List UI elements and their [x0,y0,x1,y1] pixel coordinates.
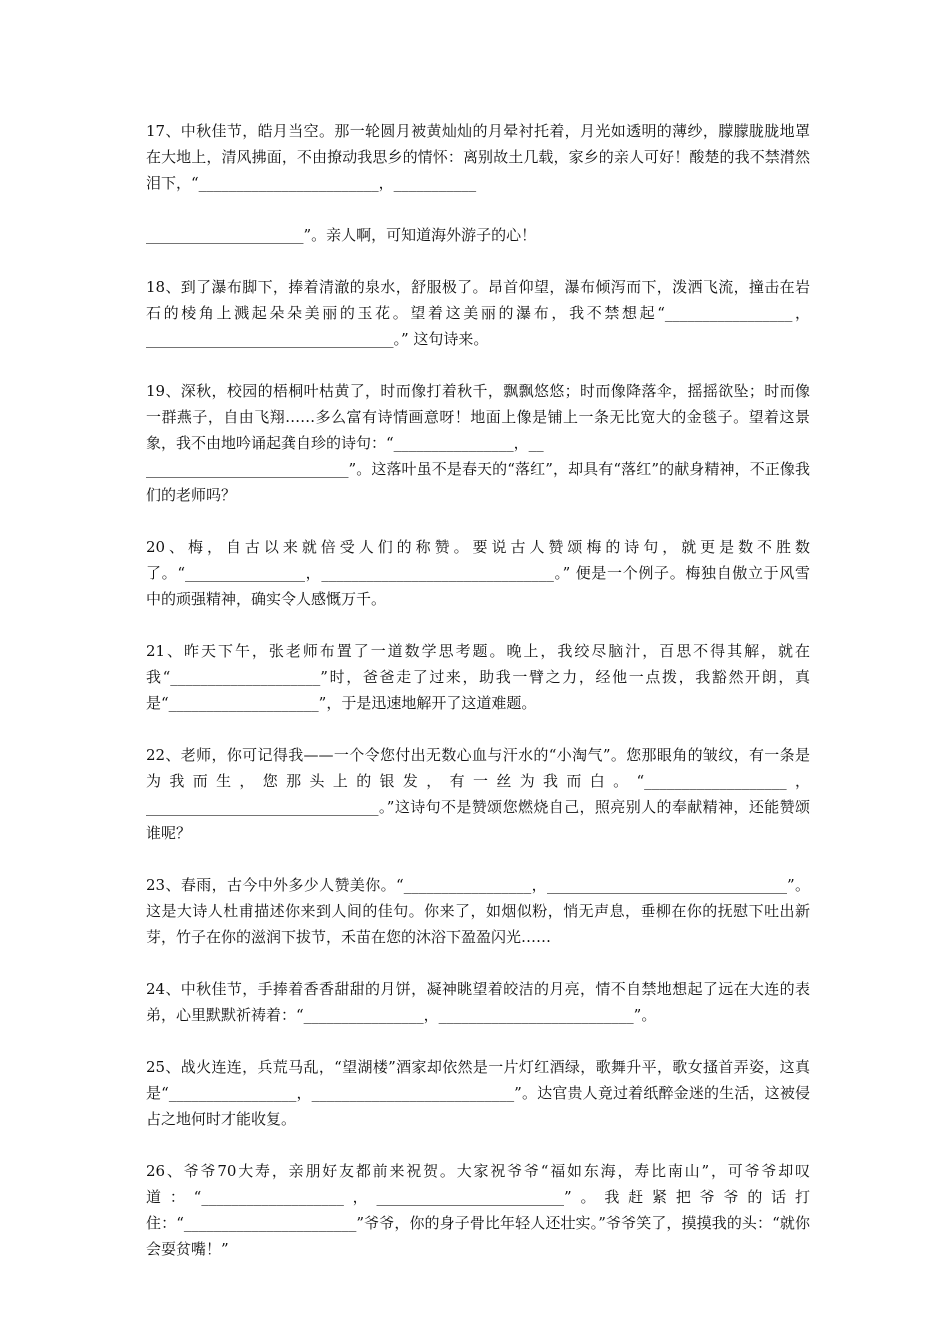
question-23 [146,872,810,950]
worksheet-page [146,118,810,1288]
question-22-text: 22、老师，你可记得我——一个令您付出无数心血与汗水的“小淘气”。您那眼角的皱纹，有一条是为我而生，您那头上的银发，有一丝为我而白。“___________________，_______________________________。”这诗句不是赞颂您燃烧自己，照亮别人的奉献精神，还能赞颂谁呢？ [146,746,810,842]
question-18 [146,274,810,352]
question-23-text: 23、春雨，古今中外多少人赞美你。“_________________，________________________________”。这是大诗人杜甫描述你来到人间的佳句。你来了，如烟似粉，悄无声息，垂柳在你的抚慰下吐出新芽，竹子在你的滋润下拔节，禾苗在您的沐浴下盈盈闪光…… [146,876,810,946]
question-20-text: 20、梅，自古以来就倍受人们的称赞。要说古人赞颂梅的诗句，就更是数不胜数了。“________________，_______________________________。” 便是一个例子。梅独自傲立于风雪中的顽强精神，确实令人感慨万千。 [146,538,810,608]
question-24-text: 24、中秋佳节，手捧着香香甜甜的月饼，凝神眺望着皎洁的月亮，情不自禁地想起了远在大连的表弟，心里默默祈祷着：“________________，__________________________”。 [146,980,810,1024]
question-19-text: 19、深秋，校园的梧桐叶枯黄了，时而像打着秋千，飘飘悠悠；时而像降落伞，摇摇欲坠；时而像一群燕子，自由飞翔……多么富有诗情画意呀！地面上像是铺上一条无比宽大的金毯子。望着这景象，我不由地吟诵起龚自珍的诗句：“________________，__ [146,382,810,452]
question-18-text: 18、到了瀑布脚下，捧着清澈的泉水，舒服极了。昂首仰望，瀑布倾泻而下，泼洒飞流，撞击在岩石的棱角上溅起朵朵美丽的玉花。望着这美丽的瀑布，我不禁想起“_________________，_________________________________。” 这句诗来。 [146,278,810,348]
question-24 [146,976,810,1028]
question-21-text: 21、昨天下午，张老师布置了一道数学思考题。晚上，我绞尽脑汁，百思不得其解，就在我“____________________”时，爸爸走了过来，助我一臂之力，经他一点拨，我豁然开朗，真是“____________________”，于是迅速地解开了这道难题。 [146,642,810,712]
question-26-text: 26、爷爷70大寿，亲朋好友都前来祝贺。大家祝爷爷“福如东海，寿比南山”，可爷爷却叹道：“___________________，_________________________”。我赶紧把爷爷的话打住：“_______________________”爷爷，你的身子骨比年轻人还壮实。”爷爷笑了，摸摸我的头：“就你会耍贫嘴！” [146,1162,810,1258]
question-22 [146,742,810,846]
question-25-text: 25、战火连连，兵荒马乱，“望湖楼”酒家却依然是一片灯红酒绿，歌舞升平，歌女搔首弄姿，这真是“_________________，___________________________”。达官贵人竟过着纸醉金迷的生活，这被侵占之地何时才能收复。 [146,1058,810,1128]
question-17-continuation: _____________________”。亲人啊，可知道海外游子的心！ [146,226,537,244]
question-17 [146,118,810,248]
question-19-continuation: ___________________________”。这落叶虽不是春天的“落红”，却具有“落红”的献身精神，不正像我们的老师吗？ [146,460,810,504]
question-21 [146,638,810,716]
question-19 [146,378,810,508]
question-17-text: 17、中秋佳节，皓月当空。那一轮圆月被黄灿灿的月晕衬托着，月光如透明的薄纱，朦朦胧胧地罩在大地上，清风拂面，不由撩动我思乡的情怀：离别故土几载，家乡的亲人可好！酸楚的我不禁潸然泪下，“________________________，___________ [146,122,810,192]
question-20 [146,534,810,612]
question-26 [146,1158,810,1262]
question-25 [146,1054,810,1132]
